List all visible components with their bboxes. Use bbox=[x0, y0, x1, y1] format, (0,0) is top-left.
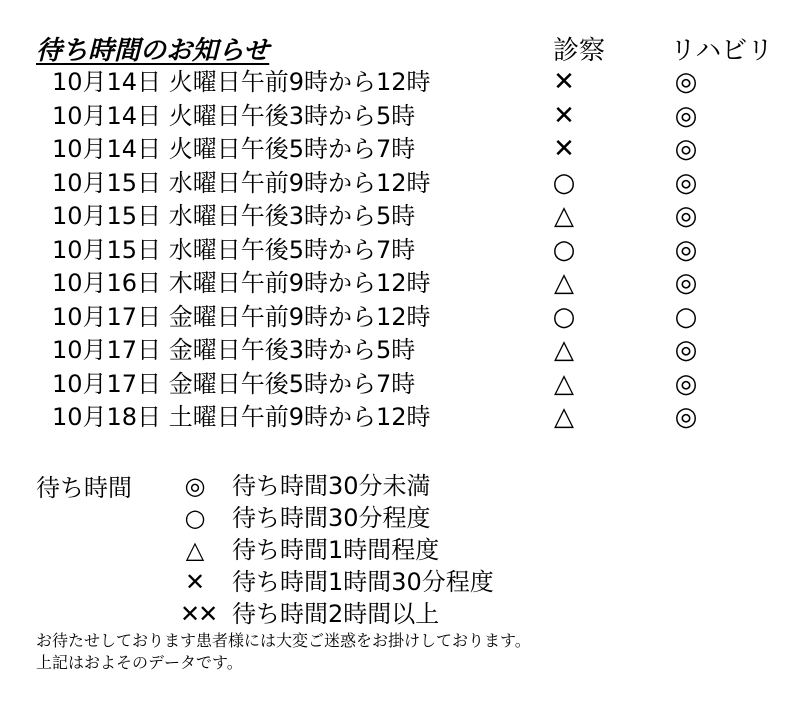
schedule-row bbox=[0, 301, 800, 335]
rehab-status-mark: ◎ bbox=[674, 335, 698, 365]
rehab-status-mark: ◎ bbox=[674, 268, 698, 298]
row-time: 10月18日 土曜日午前9時から12時 bbox=[52, 403, 431, 431]
schedule-row bbox=[0, 167, 800, 201]
legend-text: 待ち時間2時間以上 bbox=[232, 600, 440, 628]
schedule-row bbox=[0, 234, 800, 268]
row-time: 10月15日 水曜日午前9時から12時 bbox=[52, 168, 431, 197]
row-time: 10月15日 水曜日午後3時から5時 bbox=[52, 202, 416, 230]
circle-mark: ○ bbox=[184, 504, 206, 532]
legend-text: 待ち時間30分程度 bbox=[232, 504, 431, 532]
row-time: 10月17日 金曜日午前9時から12時 bbox=[52, 302, 431, 331]
schedule-row bbox=[0, 200, 800, 234]
schedule-row bbox=[0, 334, 800, 368]
schedule-table bbox=[0, 66, 800, 435]
shinsatsu-status-mark: △ bbox=[554, 268, 574, 298]
legend-text: 待ち時間30分未満 bbox=[232, 472, 431, 500]
schedule-row bbox=[0, 401, 800, 435]
row-time: 10月15日 水曜日午後5時から7時 bbox=[52, 235, 416, 264]
rehab-status-mark: ◎ bbox=[674, 167, 698, 198]
row-time: 10月16日 木曜日午前9時から12時 bbox=[52, 269, 431, 297]
legend-text: 待ち時間1時間程度 bbox=[232, 536, 440, 564]
shinsatsu-status-mark: △ bbox=[554, 201, 574, 231]
notes bbox=[36, 630, 531, 674]
double-cross-mark: ✕✕ bbox=[180, 600, 217, 628]
row-time: 10月14日 火曜日午後5時から7時 bbox=[52, 135, 416, 163]
rehab-status-mark: ◎ bbox=[674, 201, 698, 231]
double-circle-mark: ◎ bbox=[184, 472, 206, 500]
schedule-row bbox=[0, 267, 800, 301]
shinsatsu-status-mark: ✕ bbox=[553, 100, 575, 131]
schedule-row bbox=[0, 66, 800, 100]
row-time: 10月14日 火曜日午後3時から5時 bbox=[52, 101, 416, 130]
schedule-row bbox=[0, 133, 800, 167]
shinsatsu-status-mark: ○ bbox=[552, 234, 576, 265]
row-time: 10月17日 金曜日午後5時から7時 bbox=[52, 369, 416, 398]
rehab-status-mark: ◎ bbox=[674, 134, 698, 164]
shinsatsu-status-mark: ✕ bbox=[553, 134, 575, 164]
rehab-status-mark: ◎ bbox=[674, 67, 698, 97]
rehab-status-mark: ○ bbox=[674, 301, 698, 332]
shinsatsu-status-mark: △ bbox=[554, 402, 574, 432]
column-header-shinsatsu: 診察 bbox=[553, 36, 606, 66]
shinsatsu-status-mark: △ bbox=[554, 368, 574, 399]
legend-text: 待ち時間1時間30分程度 bbox=[232, 568, 494, 596]
schedule-row bbox=[0, 368, 800, 402]
shinsatsu-status-mark: ○ bbox=[552, 167, 576, 198]
rehab-status-mark: ◎ bbox=[674, 100, 698, 131]
legend-label: 待ち時間 bbox=[36, 474, 132, 502]
cross-mark: ✕ bbox=[184, 568, 206, 596]
shinsatsu-status-mark: △ bbox=[554, 335, 574, 365]
row-time: 10月14日 火曜日午前9時から12時 bbox=[52, 68, 431, 96]
shinsatsu-status-mark: ○ bbox=[552, 301, 576, 332]
rehab-status-mark: ◎ bbox=[674, 234, 698, 265]
apology-note: お待たせしております患者様には大変ご迷惑をお掛けしております。 bbox=[36, 631, 531, 650]
rehab-status-mark: ◎ bbox=[674, 368, 698, 399]
rehab-status-mark: ◎ bbox=[674, 402, 698, 432]
row-time: 10月17日 金曜日午後3時から5時 bbox=[52, 336, 416, 364]
triangle-mark: △ bbox=[185, 536, 205, 564]
column-header-rehab: リハビリ bbox=[670, 36, 774, 66]
schedule-row bbox=[0, 100, 800, 134]
notice-title: 待ち時間のお知らせ bbox=[36, 36, 270, 66]
shinsatsu-status-mark: ✕ bbox=[553, 67, 575, 97]
data-approximation-note: 上記はおよそのデータです。 bbox=[36, 653, 243, 672]
